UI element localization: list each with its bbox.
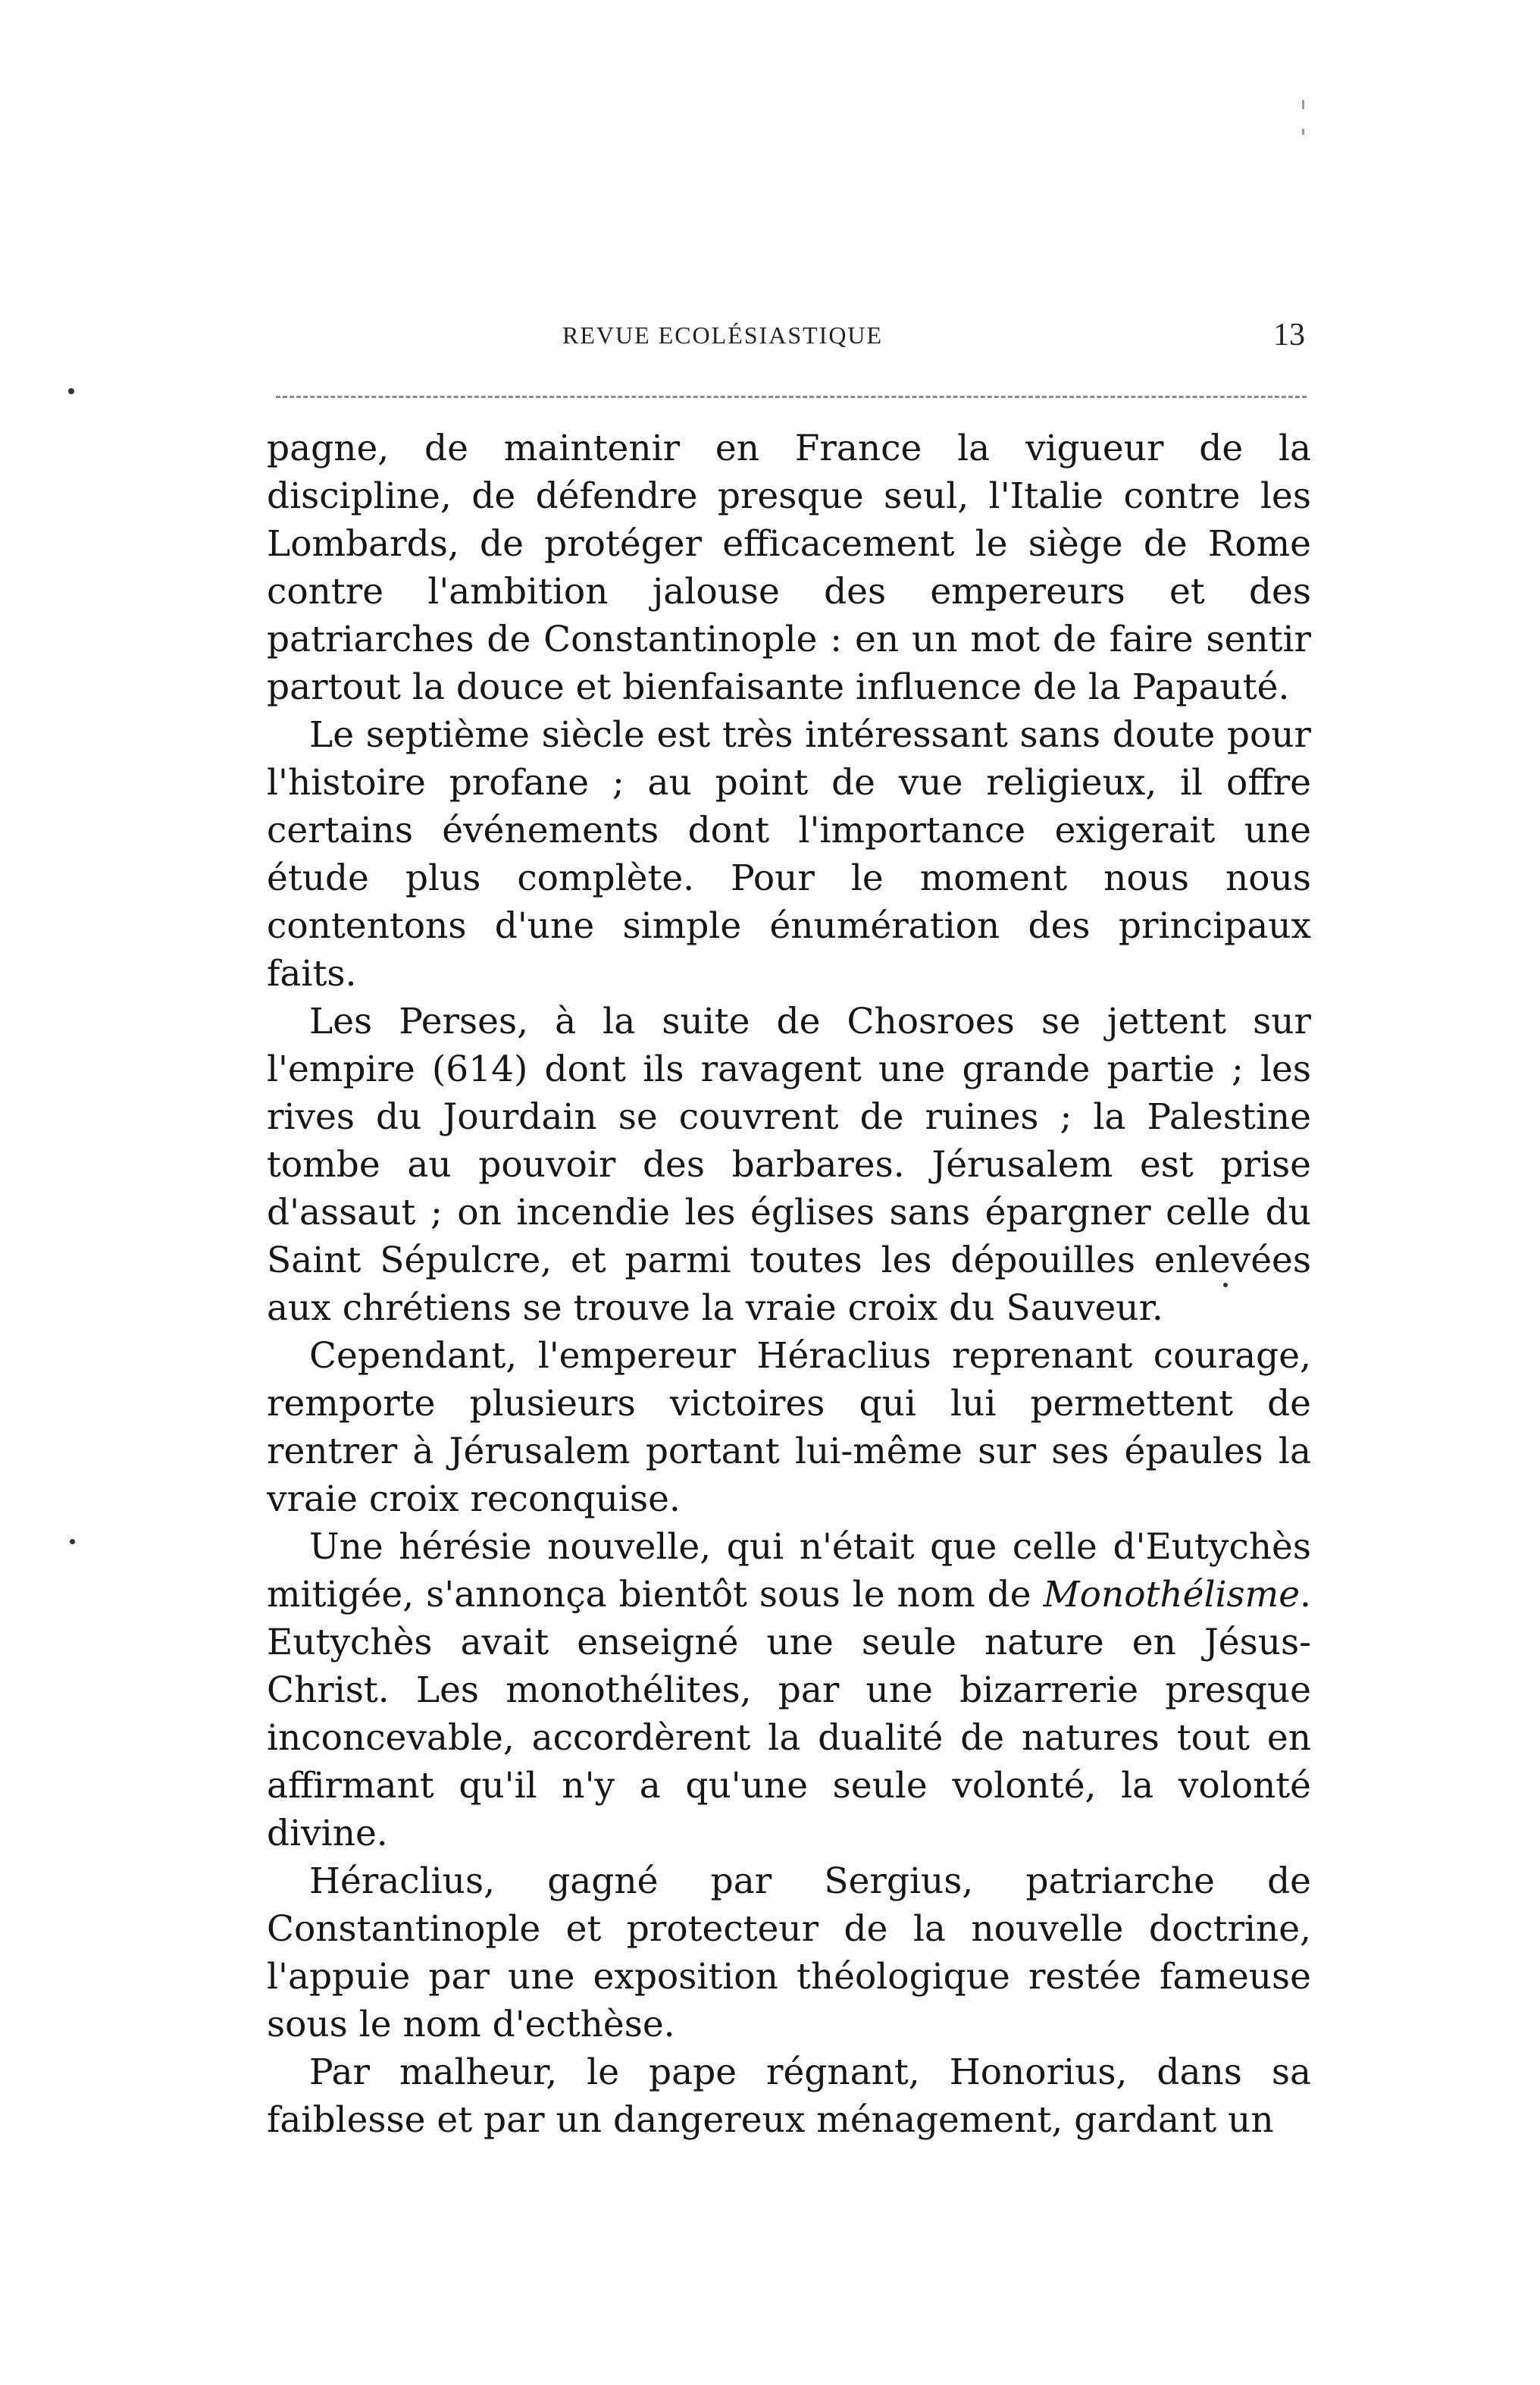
paragraph-3: Les Perses, à la suite de Chosroes se jettent sur l'empire (614) dont ils ravagent une grande partie ; les rives du Jourdain se couvrent de ruines ; la Palestine tombe au pouvoir des barbares. Jérusalem est prise d'assaut ; on incendie les églises sans épargner celle du Saint Sépulcre, et parmi toutes les dépouilles enlevées aux chrétiens se trouve la vraie croix du Sauveur. [267,1001,1311,1329]
paragraph-2: Le septième siècle est très intéressant sans doute pour l'histoire profane ; au point de vue religieux, il offre certains événements dont l'importance exigerait une étude plus complète. Pour le moment nous nous contentons d'une simple énumération des principaux faits. [267,714,1311,995]
paragraph-5 [267,1523,1311,1857]
scan-speck [1302,100,1304,109]
scan-speck [68,388,74,394]
page-number: 13 [1273,318,1305,353]
scan-speck [1302,129,1304,135]
paragraph-5-italic-term: Monothélisme [1043,1574,1301,1616]
running-title: REVUE ECOLÉSIASTIQUE [562,321,884,349]
paragraph-5-lead: Une hérésie nouvelle, qui n'était que celle d'Eutychès mitigée, s'annonça bientôt sous le nom de [267,1526,1311,1616]
paragraph-7: Par malheur, le pape régnant, Honorius, dans sa faiblesse et par un dangereux ménagement, gardant un [267,2051,1311,2141]
paragraph-5-rest: . Eutychès avait enseigné une seule nature en Jésus-Christ. Les monothélites, par une bizarrerie presque inconcevable, accordèrent la dualité de natures tout en affirmant qu'il n'y a qu'une seule volonté, la volonté divine. [267,1574,1311,1854]
paragraph-4: Cependant, l'empereur Héraclius reprenant courage, remporte plusieurs victoires qui lui permettent de rentrer à Jérusalem portant lui-même sur ses épaules la vraie croix reconquise. [267,1335,1311,1520]
paragraph-6: Héraclius, gagné par Sergius, patriarche de Constantinople et protecteur de la nouvelle doctrine, l'appuie par une exposition théologique restée fameuse sous le nom d'ecthèse. [267,1860,1311,2045]
scan-speck [70,1539,75,1544]
scan-speck [1223,1283,1228,1287]
body-text [267,425,1311,2144]
header-rule [276,396,1307,398]
page-header [267,317,1311,362]
paragraph-1: pagne, de maintenir en France la vigueur de la discipline, de défendre presque seul, l'Italie contre les Lombards, de protéger efficacement le siège de Rome contre l'ambition jalouse des empereurs et des patriarches de Constantinople : en un mot de faire sentir partout la douce et bienfaisante influence de la Papauté. [267,428,1311,708]
